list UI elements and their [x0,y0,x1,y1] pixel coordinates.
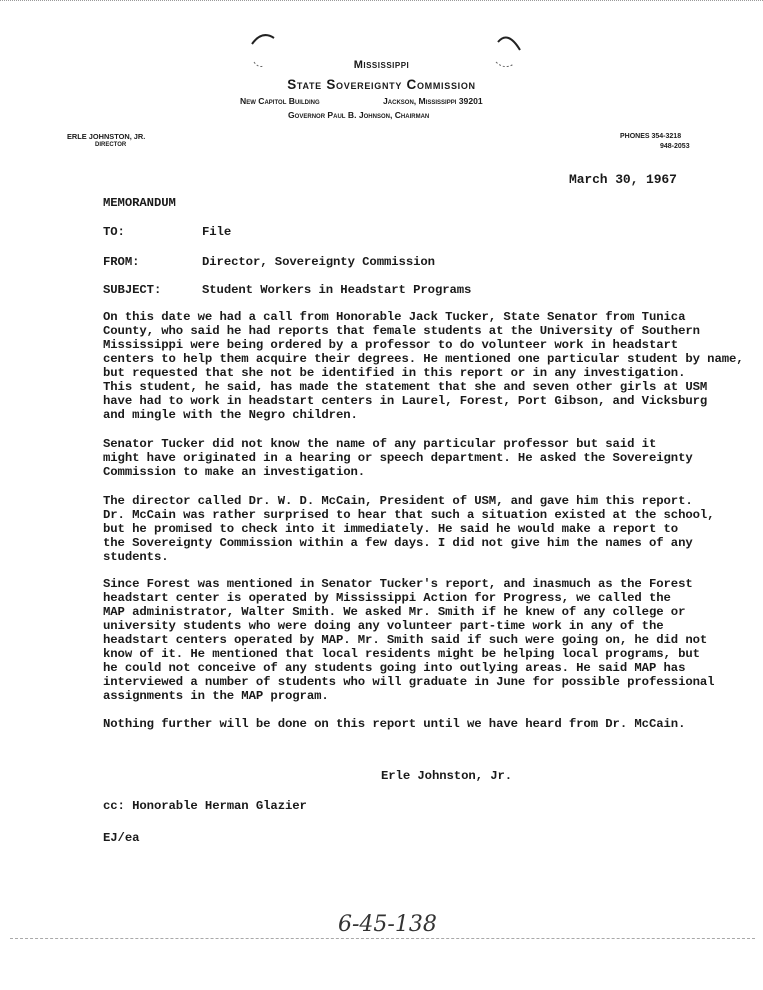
to-value: File [202,225,232,239]
body-line: assignments in the MAP program. [103,689,329,703]
memo-date: March 30, 1967 [569,172,677,187]
body-line: centers to help them acquire their degrees. He mentioned one particular student by name, [103,352,744,366]
body-line: MAP administrator, Walter Smith. We asked Mr. Smith if he knew of any college or [103,605,686,619]
memo-heading: MEMORANDUM [103,196,176,210]
body-line: and mingle with the Negro children. [103,408,358,422]
body-line: but he promised to check into it immediately. He said he would make a report to [103,522,679,536]
body-line: headstart centers operated by MAP. Mr. Smith said if such were going on, he did not [103,633,708,647]
body-line: have had to work in headstart centers in Laurel, Forest, Port Gibson, and Vicksburg [103,394,708,408]
letterhead-commission: State Sovereignty Commission [287,77,476,92]
cc-line: cc: Honorable Herman Glazier [103,799,307,813]
bottom-edge [10,938,755,939]
body-line: headstart center is operated by Mississippi Action for Progress, we called the [103,591,671,605]
letterhead-city: Jackson, Mississippi 39201 [383,96,483,106]
body-line: Mississippi were being ordered by a professor to do volunteer work in headstart [103,338,679,352]
top-edge [0,0,763,7]
initials: EJ/ea [103,831,140,845]
from-value: Director, Sovereignty Commission [202,255,435,269]
file-number: 6-45-138 [338,912,437,937]
body-line: Nothing further will be done on this report until we have heard from Dr. McCain. [103,717,686,731]
body-line: The director called Dr. W. D. McCain, President of USM, and gave him this report. [103,494,693,508]
letterhead-state: Mississippi [353,59,410,71]
body-line: know of it. He mentioned that local residents might be helping local programs, but [103,647,700,661]
body-line: might have originated in a hearing or speech department. He asked the Sovereignty [103,451,693,465]
from-label: FROM: [103,255,140,269]
body-line: Commission to make an investigation. [103,465,366,479]
letterhead-building: New Capitol Building [240,96,320,106]
to-label: TO: [103,225,125,239]
body-line: Senator Tucker did not know the name of any particular professor but said it [103,437,657,451]
body-line: Since Forest was mentioned in Senator Tucker's report, and inasmuch as the Forest [103,577,693,591]
phones-1: PHONES 354-3218 [620,133,682,140]
director-title: DIRECTOR [95,142,127,148]
body-line: but requested that she not be identified in this report or in any investigation. [103,366,686,380]
letterhead-governor: Governor Paul B. Johnson, Chairman [288,110,430,120]
body-line: students. [103,550,169,564]
body-line: This student, he said, has made the statement that she and seven other girls at USM [103,380,708,394]
subject-label: SUBJECT: [103,283,162,297]
body-line: interviewed a number of students who will graduate in June for possible professional [103,675,715,689]
body-line: he could not conceive of any students going into outlying areas. He said MAP has [103,661,686,675]
subject-value: Student Workers in Headstart Programs [202,283,472,297]
phones-2: 948-2053 [660,143,690,150]
body-line: the Sovereignty Commission within a few days. I did not give him the names of any [103,536,693,550]
body-line: County, who said he had reports that female students at the University of Southern [103,324,700,338]
body-line: On this date we had a call from Honorable Jack Tucker, State Senator from Tunica [103,310,686,324]
signature: Erle Johnston, Jr. [381,769,513,783]
body-line: Dr. McCain was rather surprised to hear that such a situation existed at the school, [103,508,715,522]
director-name: ERLE JOHNSTON, JR. [67,132,146,141]
body-line: university students who were doing any volunteer part-time work in any of the [103,619,664,633]
